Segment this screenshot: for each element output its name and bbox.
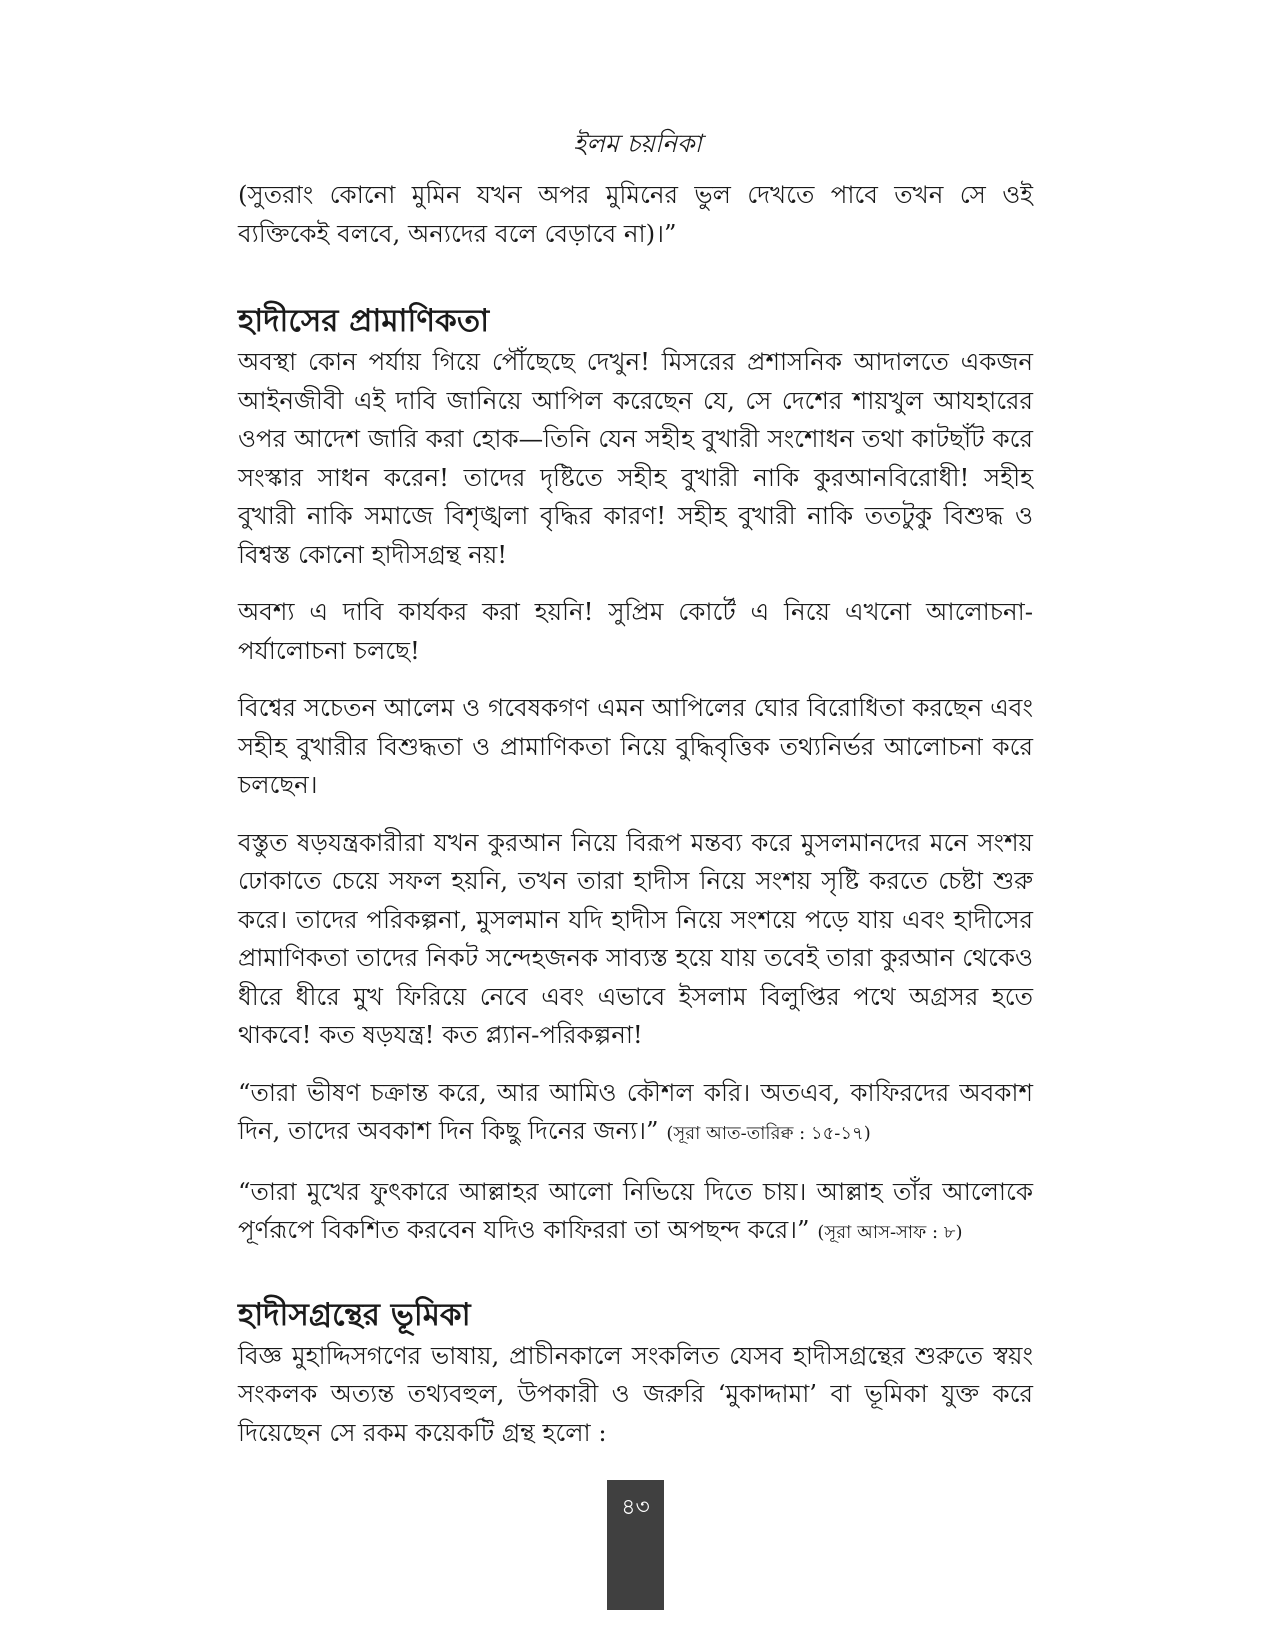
quote-paragraph — [238, 1074, 1033, 1154]
quote-citation: (সূরা আত-তারিক্ব : ১৫-১৭) — [666, 1123, 871, 1144]
page-number: ৪৩ — [621, 1495, 650, 1520]
paragraph: বস্তুত ষড়যন্ত্রকারীরা যখন কুরআন নিয়ে বিরূপ মন্তব্য করে মুসলমানদের মনে সংশয় ঢোকাতে চেয়ে সফল হয়নি, তখন তারা হাদীস নিয়ে সংশয় সৃষ্টি করতে চেষ্টা শুরু করে। তাদের পরিকল্পনা, মুসলমান যদি হাদীস নিয়ে সংশয়ে পড়ে যায় এবং হাদীসের প্রামাণিকতা তাদের নিকট সন্দেহজনক সাব্যস্ত হয়ে যায় তবেই তারা কুরআন থেকেও ধীরে ধীরে মুখ ফিরিয়ে নেবে এবং এভাবে ইসলাম বিলুপ্তির পথে অগ্রসর হতে থাকবে! কত ষড়যন্ত্র! কত প্ল্যান-পরিকল্পনা! — [238, 827, 1033, 1049]
section-heading-hadith-book-introduction: হাদীসগ্রন্থের ভূমিকা — [238, 1296, 471, 1333]
paragraph: অবস্থা কোন পর্যায় গিয়ে পৌঁছেছে দেখুন! মিসরের প্রশাসনিক আদালতে একজন আইনজীবী এই দাবি জানিয়ে আপিল করেছেন যে, সে দেশের শায়খুল আযহারের ওপর আদেশ জারি করা হোক—তিনি যেন সহীহ বুখারী সংশোধন তথা কাটছাঁট করে সংস্কার সাধন করেন! তাদের দৃষ্টিতে সহীহ বুখারী নাকি কুরআনবিরোধী! সহীহ বুখারী নাকি সমাজে বিশৃঙ্খলা বৃদ্ধির কারণ! সহীহ বুখারী নাকি ততটুকু বিশুদ্ধ ও বিশ্বস্ত কোনো হাদীসগ্রন্থ নয়! — [238, 347, 1033, 569]
paragraph: বিশ্বের সচেতন আলেম ও গবেষকগণ এমন আপিলের ঘোর বিরোধিতা করছেন এবং সহীহ বুখারীর বিশুদ্ধতা ও প্রামাণিকতা নিয়ে বুদ্ধিবৃত্তিক তথ্যনির্ভর আলোচনা করে চলছেন। — [238, 693, 1033, 799]
running-title: ইলম চয়নিকা — [573, 129, 702, 158]
quote-text: “তারা ভীষণ চক্রান্ত করে, আর আমিও কৌশল করি। অতএব, কাফিরদের অবকাশ দিন, তাদের অবকাশ দিন কিছু দিনের জন্য।” — [238, 1077, 1033, 1145]
intro-paragraph: (সুতরাং কোনো মুমিন যখন অপর মুমিনের ভুল দেখতে পাবে তখন সে ওই ব্যক্তিকেই বলবে, অন্যদের বলে বেড়াবে না)।” — [238, 180, 1033, 248]
paragraph: বিজ্ঞ মুহাদ্দিসগণের ভাষায়, প্রাচীনকালে সংকলিত যেসব হাদীসগ্রন্থের শুরুতে স্বয়ং সংকলক অত্যন্ত তথ্যবহুল, উপকারী ও জরুরি ‘মুকাদ্দামা’ বা ভূমিকা যুক্ত করে দিয়েছেন সে রকম কয়েকটি গ্রন্থ হলো : — [238, 1340, 1033, 1447]
section-heading-hadith-authenticity: হাদীসের প্রামাণিকতা — [238, 303, 490, 339]
quote-paragraph — [238, 1173, 1033, 1253]
quote-citation: (সূরা আস-সাফ : ৮) — [817, 1222, 963, 1243]
paragraph: অবশ্য এ দাবি কার্যকর করা হয়নি! সুপ্রিম কোর্টে এ নিয়ে এখনো আলোচনা-পর্যালোচনা চলছে! — [238, 597, 1033, 665]
page-number-tab — [607, 1480, 664, 1610]
quote-text: “তারা মুখের ফুৎকারে আল্লাহর আলো নিভিয়ে দিতে চায়। আল্লাহ তাঁর আলোকে পূর্ণরূপে বিকশিত করবেন যদিও কাফিররা তা অপছন্দ করে।” — [238, 1176, 1033, 1244]
page-body — [238, 176, 1033, 1471]
